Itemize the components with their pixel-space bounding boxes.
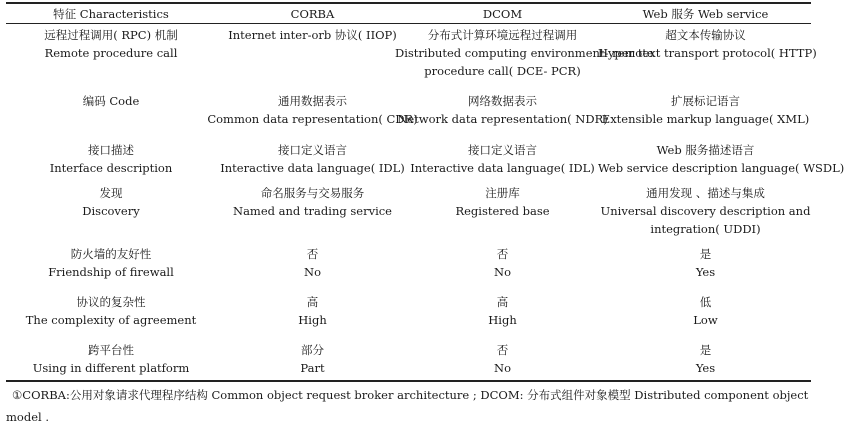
cell-text: 注册库 [485, 186, 520, 200]
cell-text: 高 [496, 295, 509, 309]
cell-text: Interactive data language( IDL) [410, 161, 595, 175]
cell-text: Hyper text transport protocol( HTTP) [598, 46, 817, 60]
table-cell-web [598, 184, 813, 238]
cell-text: 接口定义语言 [278, 143, 347, 157]
cell-text: Low [693, 313, 718, 327]
cell-text: Interactive data language( IDL) [220, 161, 405, 175]
cell-text: Using in different platform [32, 361, 190, 375]
cell-text: Part [300, 361, 325, 375]
cell-text: 跨平台性 [88, 343, 134, 357]
cell-text: 扩展标记语言 [671, 94, 740, 108]
cell-text: Discovery [82, 204, 140, 218]
cell-text: 防火墙的友好性 [70, 247, 152, 261]
footnote [6, 384, 811, 428]
cell-text: No [494, 361, 511, 375]
cell-text: 分布式计算环境远程过程调用 [427, 28, 578, 42]
cell-text: 发现 [99, 186, 123, 200]
table-cell-dcom [395, 92, 610, 128]
cell-text: Distributed computing environment- remote [395, 46, 654, 60]
cell-text: 否 [496, 343, 509, 357]
table-cell-web [598, 141, 844, 177]
cell-text: integration( UDDI) [650, 222, 761, 236]
cell-text: 通用发现 、描述与集成 [646, 186, 765, 200]
table-cell-corba [200, 245, 425, 281]
cell-text: 低 [699, 295, 712, 309]
table-cell-dcom [395, 245, 610, 281]
cell-text: Remote procedure call [44, 46, 178, 60]
table-cell-corba [200, 26, 425, 44]
table-cell-dcom [395, 293, 610, 329]
header-corba: CORBA [290, 7, 335, 21]
cell-text: 命名服务与交易服务 [260, 186, 365, 200]
table-cell-web [598, 92, 813, 128]
table-cell-feature [6, 293, 216, 329]
cell-text: procedure call( DCE- PCR) [424, 64, 581, 78]
table-cell-dcom [395, 341, 610, 377]
cell-text: Network data representation( NDR) [397, 112, 608, 126]
table-cell-feature [6, 245, 216, 281]
header-characteristics: 特征 Characteristics [53, 7, 169, 21]
cell-text: No [494, 265, 511, 279]
cell-text: 否 [496, 247, 509, 261]
footnote-line: model . [6, 410, 49, 424]
cell-text: 编码 Code [82, 94, 140, 108]
table-cell-corba [200, 141, 425, 177]
cell-text: 是 [699, 343, 712, 357]
header-dcom: DCOM [482, 7, 523, 21]
cell-text: 网络数据表示 [468, 94, 537, 108]
table-cell-web [598, 26, 817, 62]
cell-text: The complexity of agreement [25, 313, 197, 327]
table-cell-dcom [395, 141, 610, 177]
cell-text: 部分 [301, 343, 324, 357]
table-cell-web [598, 245, 813, 281]
table-cell-web [598, 341, 813, 377]
table-cell-dcom [395, 26, 654, 80]
table-cell-feature [6, 141, 216, 177]
table-cell-feature [6, 26, 216, 62]
cell-text: Web 服务描述语言 [656, 143, 755, 157]
cell-text: Extensible markup language( XML) [601, 112, 810, 126]
table-cell-corba [200, 341, 425, 377]
cell-text: Registered base [455, 204, 550, 218]
cell-text: Yes [695, 265, 716, 279]
cell-text: Universal discovery description and [600, 204, 811, 218]
cell-text: Internet inter-orb 协议( IIOP) [228, 28, 397, 42]
table-cell-feature [6, 92, 216, 110]
cell-text: Friendship of firewall [48, 265, 174, 279]
cell-text: 远程过程调用( RPC) 机制 [44, 28, 178, 42]
table-cell-corba [200, 293, 425, 329]
cell-text: Yes [695, 361, 716, 375]
cell-text: 是 [699, 247, 712, 261]
cell-text: Common data representation( CDR) [207, 112, 418, 126]
cell-text: 否 [306, 247, 319, 261]
table-bottom-rule [6, 380, 811, 382]
cell-text: 高 [306, 295, 319, 309]
header-rule [6, 23, 811, 24]
table-top-rule [6, 2, 811, 4]
cell-text: Interface description [49, 161, 173, 175]
cell-text: 超文本传输协议 [665, 28, 746, 42]
header-web-service: Web 服务 Web service [642, 7, 769, 21]
table-cell-corba [200, 92, 425, 128]
table-cell-dcom [395, 184, 610, 220]
table-cell-feature [6, 341, 216, 377]
cell-text: 接口描述 [88, 143, 134, 157]
cell-text: High [488, 313, 517, 327]
footnote-line: ①CORBA:公用对象请求代理程序结构 Common object request broker architecture ; DCOM: 分布式组件对象模型 Distributed component object [12, 388, 809, 402]
cell-text: No [304, 265, 321, 279]
cell-text: 通用数据表示 [278, 94, 347, 108]
cell-text: Web service description language( WSDL) [598, 161, 844, 175]
table-cell-corba [200, 184, 425, 220]
cell-text: 协议的复杂性 [76, 295, 146, 309]
cell-text: Named and trading service [233, 204, 392, 218]
table-cell-feature [6, 184, 216, 220]
cell-text: 接口定义语言 [468, 143, 537, 157]
cell-text: High [298, 313, 327, 327]
table-cell-web [598, 293, 813, 329]
